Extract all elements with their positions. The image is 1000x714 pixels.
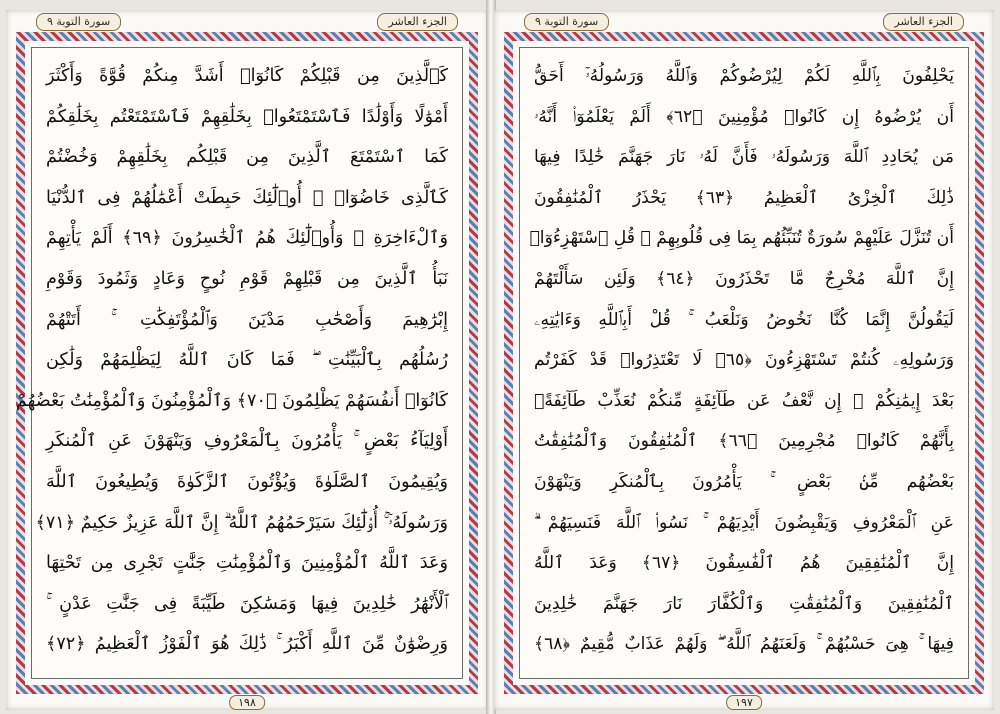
text-line: وَٱلْءَاخِرَةِ ۖ وَأُو۟لَٰٓئِكَ هُمُ ٱلْخَٰسِرُونَ ﴿٦٩﴾ أَلَمْ يَأْتِهِمْ [46,228,448,249]
text-line: نَبَأُ ٱلَّذِينَ مِن قَبْلِهِمْ قَوْمِ نُوحٍ وَعَادٍ وَثَمُودَ وَقَوْمِ [46,268,448,289]
text-line: كَمَا ٱسْتَمْتَعَ ٱلَّذِينَ مِن قَبْلِكُم بِخَلَٰقِهِمْ وَخُضْتُمْ [46,147,448,168]
text-line: إِنَّ ٱللَّهَ مُخْرِجٌ مَّا تَحْذَرُونَ ﴿٦٤﴾ وَلَئِن سَأَلْتَهُمْ [534,268,954,289]
text-line: ٱلْأَنْهَٰرُ خَٰلِدِينَ فِيهَا وَمَسَٰكِنَ طَيِّبَةً فِى جَنَّٰتِ عَدْنٍ ۚ [46,593,448,614]
ornamental-frame [16,32,478,694]
text-line: كَٱلَّذِى خَاضُوٓا۟ ۚ أُو۟لَٰٓئِكَ حَبِطَتْ أَعْمَٰلُهُمْ فِى ٱلدُّنْيَا [46,187,448,208]
text-line: إِنَّ ٱلْمُنَٰفِقِينَ هُمُ ٱلْفَٰسِقُونَ ﴿٦٧﴾ وَعَدَ ٱللَّهُ [534,553,954,574]
text-line: ذَٰلِكَ ٱلْخِزْىُ ٱلْعَظِيمُ ﴿٦٣﴾ يَحْذَرُ ٱلْمُنَٰفِقُونَ [534,187,954,208]
text-line: أَن يُرْضُوهُ إِن كَانُوا۟ مُؤْمِنِينَ ﴿٦٢﴾ أَلَمْ يَعْلَمُوٓا۟ أَنَّهُۥ [534,106,955,127]
text-line: أَن تُنَزَّلَ عَلَيْهِمْ سُورَةٌ تُنَبِّئُهُم بِمَا فِى قُلُوبِهِمْ ۚ قُلِ ٱسْتَهْزِءُوٓا۟ [529,228,954,249]
text-line: وَرِضْوَٰنٌ مِّنَ ٱللَّهِ أَكْبَرُ ۚ ذَٰلِكَ هُوَ ٱلْفَوْزُ ٱلْعَظِيمُ ﴿٧٢﴾ [46,634,448,655]
ornamental-frame [504,32,984,694]
text-panel [15,47,463,679]
text-line: يَحْلِفُونَ بِٱللَّهِ لَكُمْ لِيُرْضُوكُمْ وَٱللَّهُ وَرَسُولُهُۥٓ أَحَقُّ [534,66,954,86]
text-line: لَيَقُولُنَّ إِنَّمَا كُنَّا نَخُوضُ وَنَلْعَبُ ۚ قُلْ أَبِٱللَّهِ وَءَايَٰتِهِۦ [534,309,954,330]
right-page-header [524,13,964,31]
verse-text [529,56,955,672]
text-line: ٱلْمُنَٰفِقِينَ وَٱلْمُنَٰفِقَٰتِ وَٱلْكُفَّارَ نَارَ جَهَنَّمَ خَٰلِدِينَ [534,593,954,614]
text-line: فِيهَا ۚ هِىَ حَسْبُهُمْ ۚ وَلَعَنَهُمُ ٱللَّهُ ۖ وَلَهُمْ عَذَابٌ مُّقِيمٌ ﴿٦٨﴾ [534,634,954,655]
right-page [494,10,994,710]
left-page [6,10,488,710]
text-line: وَرَسُولَهُۥٓ ۚ أُو۟لَٰٓئِكَ سَيَرْحَمُهُمُ ٱللَّهُ ۗ إِنَّ ٱللَّهَ عَزِيزٌ حَكِيمٌ ﴿٧١﴾ [35,512,448,533]
text-line: بِأَنَّهُمْ كَانُوا۟ مُجْرِمِينَ ﴿٦٦﴾ ٱلْمُنَٰفِقُونَ وَٱلْمُنَٰفِقَٰتُ [534,431,954,452]
text-line: وَرَسُولِهِۦ كُنتُمْ تَسْتَهْزِءُونَ ﴿٦٥﴾ لَا تَعْتَذِرُوا۟ قَدْ كَفَرْتُم [534,350,955,371]
text-line: وَعَدَ ٱللَّهُ ٱلْمُؤْمِنِينَ وَٱلْمُؤْمِنَٰتِ جَنَّٰتٍ تَجْرِى مِن تَحْتِهَا [46,553,448,574]
verse-text [15,56,448,672]
juz-label: الجزء العاشر [377,13,458,31]
juz-label: الجزء العاشر [883,13,964,31]
surah-label: سورة التوبة ٩ [524,13,609,31]
text-line: بَعْضُهُم مِّنۢ بَعْضٍ ۚ يَأْمُرُونَ بِٱلْمُنكَرِ وَيَنْهَوْنَ [534,471,954,492]
text-line: كَانُوٓا۟ أَنفُسَهُمْ يَظْلِمُونَ ﴿٧٠﴾ وَٱلْمُؤْمِنُونَ وَٱلْمُؤْمِنَٰتُ بَعْضُهُمْ [15,390,448,411]
page-number: ١٩٧ [726,695,762,710]
text-line: أَوْلِيَآءُ بَعْضٍ ۚ يَأْمُرُونَ بِٱلْمَعْرُوفِ وَيَنْهَوْنَ عَنِ ٱلْمُنكَرِ [46,431,448,452]
left-page-header [36,13,458,31]
text-line: أَمْوَٰلًا وَأَوْلَٰدًا فَٱسْتَمْتَعُوا۟ بِخَلَٰقِهِمْ فَٱسْتَمْتَعْتُم بِخَلَٰقِكُمْ [46,106,448,127]
text-line: إِبْرَٰهِيمَ وَأَصْحَٰبِ مَدْيَنَ وَٱلْمُؤْتَفِكَٰتِ ۚ أَتَتْهُمْ [46,309,448,330]
text-line: وَيُقِيمُونَ ٱلصَّلَوٰةَ وَيُؤْتُونَ ٱلزَّكَوٰةَ وَيُطِيعُونَ ٱللَّهَ [46,471,448,492]
text-line: عَنِ ٱلْمَعْرُوفِ وَيَقْبِضُونَ أَيْدِيَهُمْ ۚ نَسُوا۟ ٱللَّهَ فَنَسِيَهُمْ ۗ [534,512,954,533]
text-panel [519,47,969,679]
page-number: ١٩٨ [229,695,265,710]
text-line: بَعْدَ إِيمَٰنِكُمْ ۚ إِن نَّعْفُ عَن طَآئِفَةٍ مِّنكُمْ نُعَذِّبْ طَآئِفَةًۢ [534,390,954,411]
text-line: مَن يُحَادِدِ ٱللَّهَ وَرَسُولَهُۥ فَأَنَّ لَهُۥ نَارَ جَهَنَّمَ خَٰلِدًا فِيهَا [534,147,954,168]
surah-label: سورة التوبة ٩ [36,13,121,31]
text-line: رُسُلُهُم بِٱلْبَيِّنَٰتِ ۖ فَمَا كَانَ ٱللَّهُ لِيَظْلِمَهُمْ وَلَٰكِن [46,350,448,371]
text-line: كَٱلَّذِينَ مِن قَبْلِكُمْ كَانُوٓا۟ أَشَدَّ مِنكُمْ قُوَّةً وَأَكْثَرَ [46,66,448,86]
